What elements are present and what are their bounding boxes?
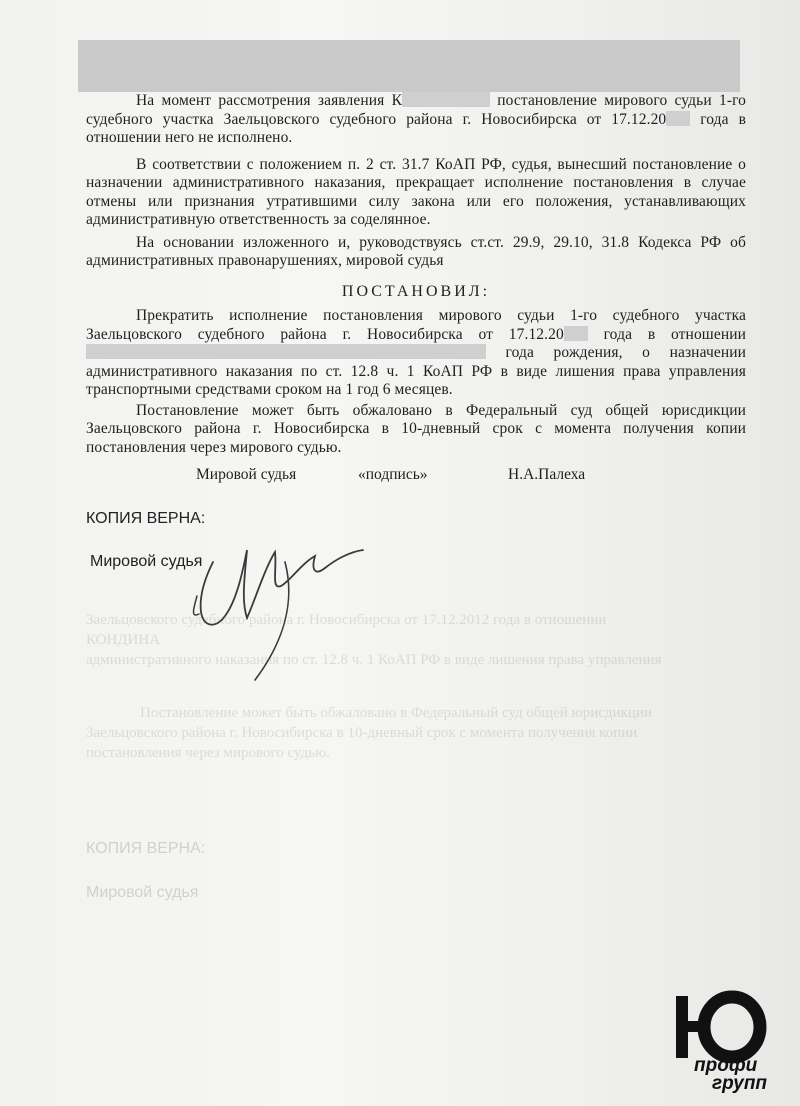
company-logo <box>672 990 788 1094</box>
redacted-person <box>86 344 486 359</box>
bleed-through-line: КОНДИНА <box>86 632 161 648</box>
bleed-through-line: Заельцовского района г. Новосибирска в 10-дневный срок с момента получения копии <box>86 725 638 741</box>
paragraph-basis: На основании изложенного и, руководствуясь ст.ст. 29.9, 29.10, 31.8 Кодекса РФ об административных правонарушениях, мировой судья <box>86 233 746 269</box>
logo-line-2: групп <box>712 1073 768 1094</box>
redacted-header <box>78 40 740 92</box>
ruling-heading: ПОСТАНОВИЛ: <box>341 282 491 300</box>
paragraph-application <box>86 92 746 148</box>
bleed-through-judge-label: Мировой судья <box>86 884 199 901</box>
bleed-through-line: Заельцовского судебного района г. Новосибирска от 17.12.2012 года в отношении <box>86 612 607 628</box>
text-span: года в отношении него не исполнено. <box>86 110 746 146</box>
document-body <box>86 92 746 457</box>
text-span: Прекратить исполнение постановления мирового судьи 1-го судебного участка Заельцовского судебного района г. Новосибирска от 17.12.20 <box>86 307 746 343</box>
copy-true-label: КОПИЯ ВЕРНА: <box>86 510 206 527</box>
text-span: На момент рассмотрения заявления К <box>136 92 403 109</box>
bleed-through-line: административного наказания по ст. 12.8 ч. 1 КоАП РФ в виде лишения права управления <box>86 652 662 668</box>
logo-line-1: профи <box>694 1055 758 1076</box>
text-span: года рождения, о назначении административного наказания по ст. 12.8 ч. 1 КоАП РФ в виде лишения права управления транспортными средствами сроком на 1 год 6 месяцев. <box>86 344 746 398</box>
bleed-through-copy-label: КОПИЯ ВЕРНА: <box>86 840 206 857</box>
paragraph-appeal: Постановление может быть обжаловано в Федеральный суд общей юрисдикции Заельцовского района г. Новосибирска в 10-дневный срок с момента получения копии постановления через мирового судью. <box>86 401 746 456</box>
judge-label: Мировой судья <box>90 553 203 570</box>
text-span: года в отношении <box>587 325 747 343</box>
signature-placeholder: «подпись» <box>358 466 428 483</box>
redacted-year <box>564 326 588 341</box>
paragraph-law-provision: В соответствии с положением п. 2 ст. 31.7 КоАП РФ, судья, вынесший постановление о назначении административного наказания, прекращает исполнение постановления в случае отмены или признания утратившими силу закона или его положения, устанавливающих административную ответственность за соделянное. <box>86 155 746 228</box>
handwritten-signature <box>185 530 415 690</box>
text-span: постановление мирового судьи 1-го судебного участка Заельцовского судебного района г. Новосибирска от 17.12.20 <box>86 92 747 128</box>
bleed-through-line: Постановление может быть обжаловано в Федеральный суд общей юрисдикции <box>140 705 652 721</box>
redacted-year <box>666 111 690 126</box>
redacted-name <box>402 92 490 107</box>
signature-role: Мировой судья <box>196 466 297 483</box>
bleed-through-line: постановления через мирового судью. <box>86 745 330 761</box>
paragraph-ruling <box>86 307 746 400</box>
judge-name: Н.А.Палеха <box>508 466 586 483</box>
